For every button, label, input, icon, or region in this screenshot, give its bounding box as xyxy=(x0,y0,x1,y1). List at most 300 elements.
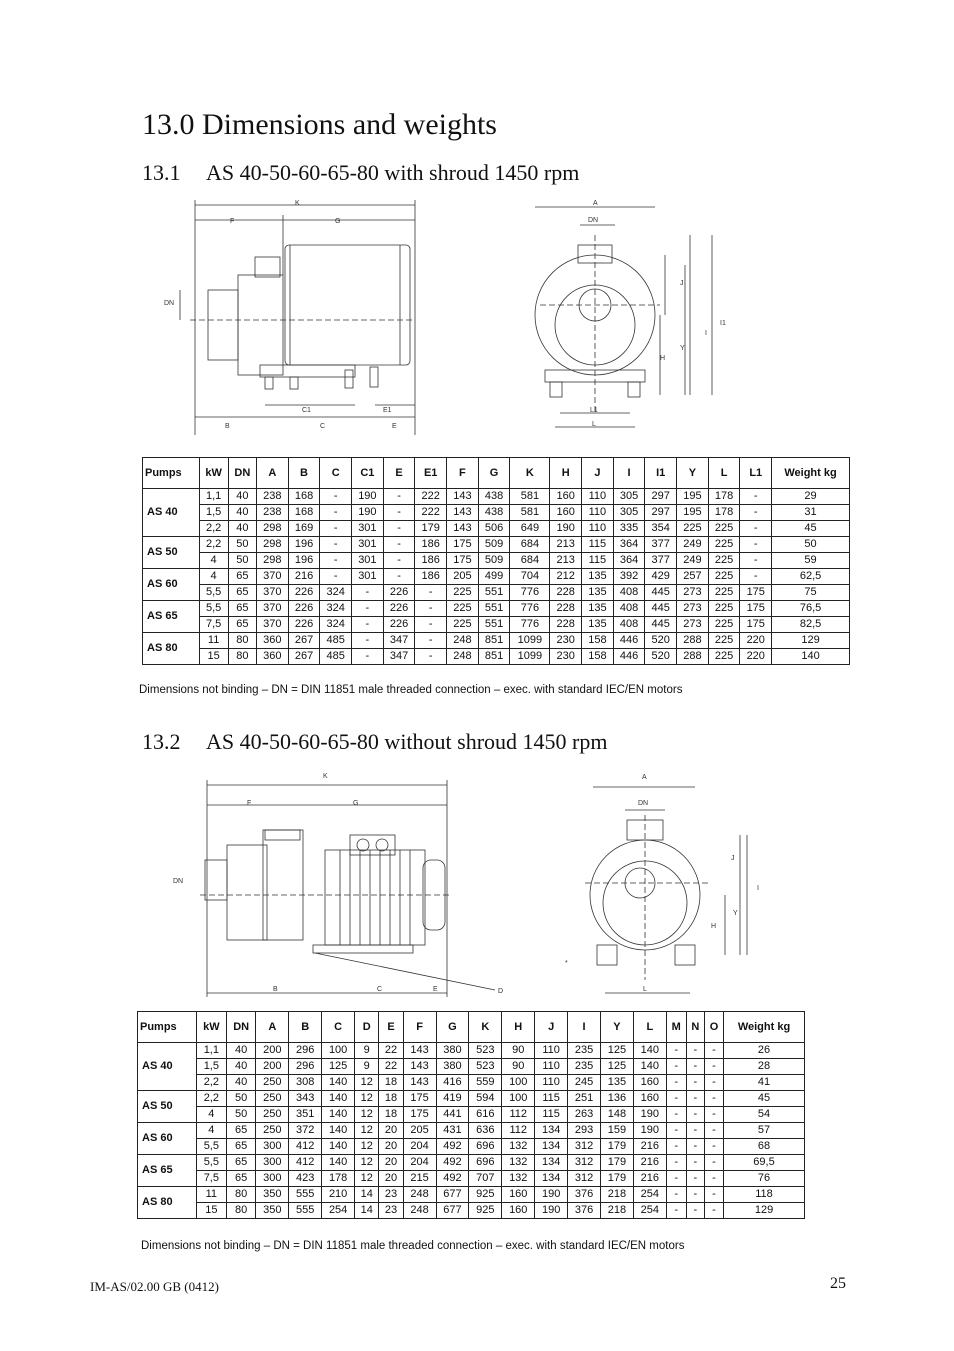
table-cell: 135 xyxy=(582,569,614,585)
table-cell: 225 xyxy=(708,553,740,569)
column-header: H xyxy=(550,458,582,489)
table-cell: 179 xyxy=(600,1139,633,1155)
table-cell: 677 xyxy=(436,1203,469,1219)
table-cell: 80 xyxy=(226,1187,255,1203)
table-row xyxy=(138,1187,805,1203)
table-cell: 235 xyxy=(568,1043,601,1059)
table-cell: 581 xyxy=(510,489,550,505)
table-cell: 485 xyxy=(320,649,352,665)
table-cell: 377 xyxy=(645,537,677,553)
pump-model-cell: AS 65 xyxy=(138,1155,197,1187)
table-cell: 312 xyxy=(568,1155,601,1171)
table-cell: 212 xyxy=(550,569,582,585)
table-cell: 220 xyxy=(740,649,772,665)
table-cell: - xyxy=(686,1139,704,1155)
column-header: C xyxy=(320,458,352,489)
column-header: F xyxy=(447,458,479,489)
table-cell: - xyxy=(320,569,352,585)
table-cell: 1099 xyxy=(510,649,550,665)
table-cell: 80 xyxy=(226,1203,255,1219)
table-cell: 360 xyxy=(257,633,289,649)
table-cell: 226 xyxy=(288,585,320,601)
table-cell: 175 xyxy=(740,617,772,633)
table-cell: - xyxy=(666,1043,686,1059)
table-cell: 225 xyxy=(447,617,479,633)
table-cell: 2,2 xyxy=(196,1075,226,1091)
table-cell: 82,5 xyxy=(772,617,850,633)
table-cell: 301 xyxy=(352,521,384,537)
table-cell: 1,1 xyxy=(196,1043,226,1059)
table-cell: - xyxy=(666,1091,686,1107)
table-cell: - xyxy=(740,505,772,521)
table-cell: 26 xyxy=(724,1043,805,1059)
dimensions-table-without-shroud xyxy=(137,1011,805,1219)
table-cell: 412 xyxy=(289,1155,322,1171)
section-2-title: AS 40-50-60-65-80 without shroud 1450 rpm xyxy=(206,729,608,754)
page-number: 25 xyxy=(830,1275,846,1292)
table-cell: 238 xyxy=(257,505,289,521)
table-cell: 200 xyxy=(256,1059,289,1075)
table-cell: 12 xyxy=(355,1155,379,1171)
table-cell: 12 xyxy=(355,1123,379,1139)
column-header: D xyxy=(355,1012,379,1043)
table-cell: 509 xyxy=(478,537,510,553)
table-cell: 195 xyxy=(677,505,709,521)
table-cell: 134 xyxy=(535,1155,568,1171)
table-cell: 12 xyxy=(355,1075,379,1091)
table-cell: 350 xyxy=(256,1187,289,1203)
table-row xyxy=(138,1059,805,1075)
table-cell: 248 xyxy=(403,1187,436,1203)
table-cell: 684 xyxy=(510,537,550,553)
table-cell: - xyxy=(704,1187,723,1203)
table-cell: 594 xyxy=(469,1091,502,1107)
table-cell: 226 xyxy=(288,617,320,633)
table-cell: - xyxy=(666,1075,686,1091)
table-cell: 225 xyxy=(708,569,740,585)
table-cell: - xyxy=(704,1107,723,1123)
table-cell: 423 xyxy=(289,1171,322,1187)
column-header: E1 xyxy=(415,458,447,489)
table-cell: 110 xyxy=(582,521,614,537)
table-cell: 324 xyxy=(320,601,352,617)
table-cell: - xyxy=(352,585,384,601)
table-cell: 57 xyxy=(724,1123,805,1139)
table-cell: 7,5 xyxy=(199,617,228,633)
table-cell: 135 xyxy=(582,585,614,601)
table-cell: 143 xyxy=(447,489,479,505)
table-cell: 851 xyxy=(478,633,510,649)
table-cell: 776 xyxy=(510,617,550,633)
dim-label-h: H xyxy=(660,355,666,362)
column-header: A xyxy=(256,1012,289,1043)
page-title: 13.0 Dimensions and weights xyxy=(142,108,497,141)
table-cell: 160 xyxy=(550,489,582,505)
table-cell: 132 xyxy=(502,1139,535,1155)
column-header: DN xyxy=(228,458,256,489)
table-cell: 140 xyxy=(322,1139,355,1155)
table-cell: 76,5 xyxy=(772,601,850,617)
dim-label-d-2: D xyxy=(498,988,504,995)
table-cell: 250 xyxy=(256,1075,289,1091)
table-cell: 297 xyxy=(645,505,677,521)
table-cell: 134 xyxy=(535,1139,568,1155)
section-1-note: Dimensions not binding – DN = DIN 11851 male threaded connection – exec. with standard IEC/EN motors xyxy=(139,684,683,696)
table-row xyxy=(138,1123,805,1139)
table-cell: 140 xyxy=(772,649,850,665)
dim-label-b-2: B xyxy=(273,986,278,993)
column-header: Pumps xyxy=(143,458,200,489)
column-header: G xyxy=(478,458,510,489)
table-cell: 257 xyxy=(677,569,709,585)
dim-label-b: B xyxy=(225,423,230,430)
table-cell: 158 xyxy=(582,649,614,665)
table-cell: 225 xyxy=(708,633,740,649)
table-row xyxy=(143,585,850,601)
dim-label-dn-front: DN xyxy=(588,217,599,224)
table-cell: 28 xyxy=(724,1059,805,1075)
table-cell: 125 xyxy=(600,1043,633,1059)
dim-label-a: A xyxy=(593,200,598,207)
table-cell: - xyxy=(704,1171,723,1187)
table-cell: - xyxy=(686,1075,704,1091)
dim-label-i1: I1 xyxy=(720,320,726,327)
pump-without-shroud-drawing xyxy=(165,765,775,1005)
table-cell: - xyxy=(740,537,772,553)
table-cell: 4 xyxy=(199,569,228,585)
table-cell: 204 xyxy=(403,1139,436,1155)
table-cell: 377 xyxy=(645,553,677,569)
table-cell: 160 xyxy=(502,1187,535,1203)
table-cell: 125 xyxy=(600,1059,633,1075)
table-cell: 297 xyxy=(645,489,677,505)
table-cell: 40 xyxy=(226,1043,255,1059)
table-cell: - xyxy=(686,1059,704,1075)
table-cell: - xyxy=(320,489,352,505)
table-cell: 298 xyxy=(257,521,289,537)
table-cell: - xyxy=(383,505,415,521)
dim-label-c1: C1 xyxy=(302,407,311,414)
table-cell: - xyxy=(320,521,352,537)
table-cell: 12 xyxy=(355,1139,379,1155)
table-cell: 445 xyxy=(645,601,677,617)
table-cell: 136 xyxy=(600,1091,633,1107)
table-row xyxy=(143,537,850,553)
table-cell: 300 xyxy=(256,1171,289,1187)
table-cell: 20 xyxy=(379,1123,403,1139)
table-cell: 324 xyxy=(320,585,352,601)
table-cell: - xyxy=(383,553,415,569)
table-cell: 40 xyxy=(228,521,256,537)
table-cell: - xyxy=(704,1043,723,1059)
table-header-row xyxy=(143,458,850,489)
table-cell: 288 xyxy=(677,633,709,649)
table-cell: 235 xyxy=(568,1059,601,1075)
column-header: E xyxy=(383,458,415,489)
table-row xyxy=(143,633,850,649)
table-cell: 186 xyxy=(415,537,447,553)
table-cell: 429 xyxy=(645,569,677,585)
column-header: E xyxy=(379,1012,403,1043)
section-2-note: Dimensions not binding – DN = DIN 11851 male threaded connection – exec. with standard IEC/EN motors xyxy=(141,1240,685,1252)
table-cell: 190 xyxy=(535,1203,568,1219)
table-cell: 492 xyxy=(436,1139,469,1155)
table-cell: 408 xyxy=(613,585,645,601)
table-cell: 205 xyxy=(447,569,479,585)
table-cell: 115 xyxy=(582,537,614,553)
table-cell: 143 xyxy=(447,505,479,521)
table-cell: 195 xyxy=(677,489,709,505)
table-cell: - xyxy=(352,601,384,617)
table-cell: 551 xyxy=(478,601,510,617)
table-cell: 263 xyxy=(568,1107,601,1123)
column-header: H xyxy=(502,1012,535,1043)
dim-label-c-2: C xyxy=(377,986,383,993)
table-cell: 168 xyxy=(288,505,320,521)
table-cell: 851 xyxy=(478,649,510,665)
table-cell: 225 xyxy=(708,521,740,537)
pump-model-cell: AS 50 xyxy=(143,537,200,569)
table-cell: 12 xyxy=(355,1171,379,1187)
table-cell: 301 xyxy=(352,553,384,569)
table-cell: 115 xyxy=(535,1107,568,1123)
table-cell: 23 xyxy=(379,1203,403,1219)
table-cell: 380 xyxy=(436,1059,469,1075)
table-cell: 347 xyxy=(383,649,415,665)
table-row xyxy=(138,1043,805,1059)
table-cell: 250 xyxy=(256,1107,289,1123)
table-cell: 15 xyxy=(199,649,228,665)
table-cell: 69,5 xyxy=(724,1155,805,1171)
table-cell: 148 xyxy=(600,1107,633,1123)
table-cell: 293 xyxy=(568,1123,601,1139)
table-cell: 273 xyxy=(677,601,709,617)
section-1-number: 13.1 xyxy=(142,160,181,185)
table-cell: 267 xyxy=(288,649,320,665)
table-cell: 110 xyxy=(582,505,614,521)
pump-model-cell: AS 40 xyxy=(138,1043,197,1091)
table-cell: 218 xyxy=(600,1203,633,1219)
table-cell: 40 xyxy=(226,1075,255,1091)
table-cell: 296 xyxy=(289,1059,322,1075)
dim-label-y-2: Y xyxy=(733,910,738,917)
dim-label-j-2: J xyxy=(731,855,735,862)
table-cell: 134 xyxy=(535,1123,568,1139)
dim-label-l-2: L xyxy=(643,986,647,993)
column-header: Weight kg xyxy=(772,458,850,489)
table-cell: 267 xyxy=(288,633,320,649)
table-cell: 140 xyxy=(322,1091,355,1107)
table-cell: - xyxy=(704,1139,723,1155)
table-cell: 129 xyxy=(772,633,850,649)
table-cell: 492 xyxy=(436,1171,469,1187)
table-cell: 364 xyxy=(613,537,645,553)
table-cell: 45 xyxy=(724,1091,805,1107)
table-cell: 132 xyxy=(502,1155,535,1171)
column-header: O xyxy=(704,1012,723,1043)
table-cell: 4 xyxy=(196,1107,226,1123)
table-cell: 492 xyxy=(436,1155,469,1171)
column-header: Pumps xyxy=(138,1012,197,1043)
table-cell: 190 xyxy=(535,1187,568,1203)
table-cell: 230 xyxy=(550,633,582,649)
table-cell: 190 xyxy=(550,521,582,537)
table-cell: 68 xyxy=(724,1139,805,1155)
dim-label-y: Y xyxy=(680,345,685,352)
table-cell: - xyxy=(666,1203,686,1219)
table-row xyxy=(138,1155,805,1171)
table-cell: 419 xyxy=(436,1091,469,1107)
table-cell: 431 xyxy=(436,1123,469,1139)
table-cell: - xyxy=(686,1123,704,1139)
table-cell: 115 xyxy=(582,553,614,569)
table-cell: 143 xyxy=(447,521,479,537)
table-cell: 376 xyxy=(568,1203,601,1219)
table-cell: 80 xyxy=(228,649,256,665)
table-cell: 216 xyxy=(633,1139,666,1155)
table-cell: 50 xyxy=(772,537,850,553)
table-cell: 40 xyxy=(228,505,256,521)
table-cell: 175 xyxy=(403,1091,436,1107)
table-row xyxy=(138,1075,805,1091)
table-cell: 76 xyxy=(724,1171,805,1187)
table-cell: - xyxy=(704,1091,723,1107)
table-cell: 335 xyxy=(613,521,645,537)
table-cell: 248 xyxy=(447,649,479,665)
table-cell: - xyxy=(686,1091,704,1107)
table-cell: 696 xyxy=(469,1155,502,1171)
table-cell: - xyxy=(740,521,772,537)
table-cell: - xyxy=(320,505,352,521)
table-cell: 324 xyxy=(320,617,352,633)
table-cell: 228 xyxy=(550,617,582,633)
table-cell: 110 xyxy=(535,1075,568,1091)
table-cell: 54 xyxy=(724,1107,805,1123)
pump-model-cell: AS 50 xyxy=(138,1091,197,1123)
table-cell: 559 xyxy=(469,1075,502,1091)
table-cell: 175 xyxy=(740,601,772,617)
table-cell: 5,5 xyxy=(196,1155,226,1171)
table-cell: 65 xyxy=(228,569,256,585)
dim-label-h-2: H xyxy=(711,923,717,930)
table-cell: - xyxy=(704,1075,723,1091)
table-cell: 160 xyxy=(502,1203,535,1219)
table-cell: 90 xyxy=(502,1043,535,1059)
table-cell: - xyxy=(686,1155,704,1171)
column-header: C xyxy=(322,1012,355,1043)
table-row xyxy=(143,505,850,521)
table-cell: 2,2 xyxy=(196,1091,226,1107)
dim-label-i-2: I xyxy=(757,885,759,892)
dim-label-k: K xyxy=(295,200,300,207)
table-cell: 40 xyxy=(226,1059,255,1075)
table-cell: 347 xyxy=(383,633,415,649)
table-row xyxy=(143,649,850,665)
table-cell: 45 xyxy=(772,521,850,537)
table-cell: 499 xyxy=(478,569,510,585)
table-cell: 551 xyxy=(478,617,510,633)
table-cell: 31 xyxy=(772,505,850,521)
table-cell: 776 xyxy=(510,601,550,617)
table-cell: 520 xyxy=(645,649,677,665)
table-cell: - xyxy=(320,537,352,553)
section-2-number: 13.2 xyxy=(142,729,181,754)
table-row xyxy=(138,1091,805,1107)
table-cell: 251 xyxy=(568,1091,601,1107)
table-cell: 370 xyxy=(257,569,289,585)
table-cell: 186 xyxy=(415,553,447,569)
table-cell: 175 xyxy=(447,537,479,553)
table-cell: 305 xyxy=(613,489,645,505)
table-cell: 300 xyxy=(256,1139,289,1155)
dim-label-k-2: K xyxy=(323,773,328,780)
column-header: L xyxy=(633,1012,666,1043)
column-header: DN xyxy=(226,1012,255,1043)
table-cell: 11 xyxy=(199,633,228,649)
table-cell: 370 xyxy=(257,617,289,633)
column-header: Y xyxy=(600,1012,633,1043)
table-cell: 226 xyxy=(383,585,415,601)
table-cell: 438 xyxy=(478,489,510,505)
table-cell: 416 xyxy=(436,1075,469,1091)
table-cell: 5,5 xyxy=(199,585,228,601)
table-cell: 392 xyxy=(613,569,645,585)
table-cell: 205 xyxy=(403,1123,436,1139)
table-cell: 238 xyxy=(257,489,289,505)
table-cell: 523 xyxy=(469,1043,502,1059)
table-cell: 216 xyxy=(633,1155,666,1171)
table-cell: 22 xyxy=(379,1059,403,1075)
table-row xyxy=(143,489,850,505)
table-cell: - xyxy=(704,1155,723,1171)
table-cell: 179 xyxy=(600,1171,633,1187)
dim-label-star-2: * xyxy=(565,960,568,967)
table-cell: 175 xyxy=(740,585,772,601)
table-cell: 50 xyxy=(226,1107,255,1123)
table-cell: 1,5 xyxy=(196,1059,226,1075)
table-cell: 2,2 xyxy=(199,537,228,553)
table-cell: 135 xyxy=(582,617,614,633)
table-cell: - xyxy=(666,1123,686,1139)
table-cell: 300 xyxy=(256,1155,289,1171)
table-cell: 370 xyxy=(257,585,289,601)
pump-with-shroud-drawing xyxy=(160,195,740,440)
table-cell: 364 xyxy=(613,553,645,569)
table-cell: 677 xyxy=(436,1187,469,1203)
table-cell: 213 xyxy=(550,553,582,569)
table-cell: 14 xyxy=(355,1203,379,1219)
table-cell: 5,5 xyxy=(196,1139,226,1155)
table-cell: 301 xyxy=(352,569,384,585)
table-cell: 445 xyxy=(645,617,677,633)
table-cell: 446 xyxy=(613,633,645,649)
table-cell: - xyxy=(666,1187,686,1203)
document-code: IM-AS/02.00 GB (0412) xyxy=(90,1279,219,1294)
table-cell: 159 xyxy=(600,1123,633,1139)
column-header: L xyxy=(708,458,740,489)
table-cell: 351 xyxy=(289,1107,322,1123)
table-cell: 220 xyxy=(740,633,772,649)
table-cell: 506 xyxy=(478,521,510,537)
table-cell: 140 xyxy=(322,1123,355,1139)
dim-label-c: C xyxy=(320,423,326,430)
table-cell: 360 xyxy=(257,649,289,665)
table-cell: 370 xyxy=(257,601,289,617)
table-cell: 14 xyxy=(355,1187,379,1203)
table-cell: 380 xyxy=(436,1043,469,1059)
table-cell: 249 xyxy=(677,553,709,569)
table-cell: 228 xyxy=(550,601,582,617)
